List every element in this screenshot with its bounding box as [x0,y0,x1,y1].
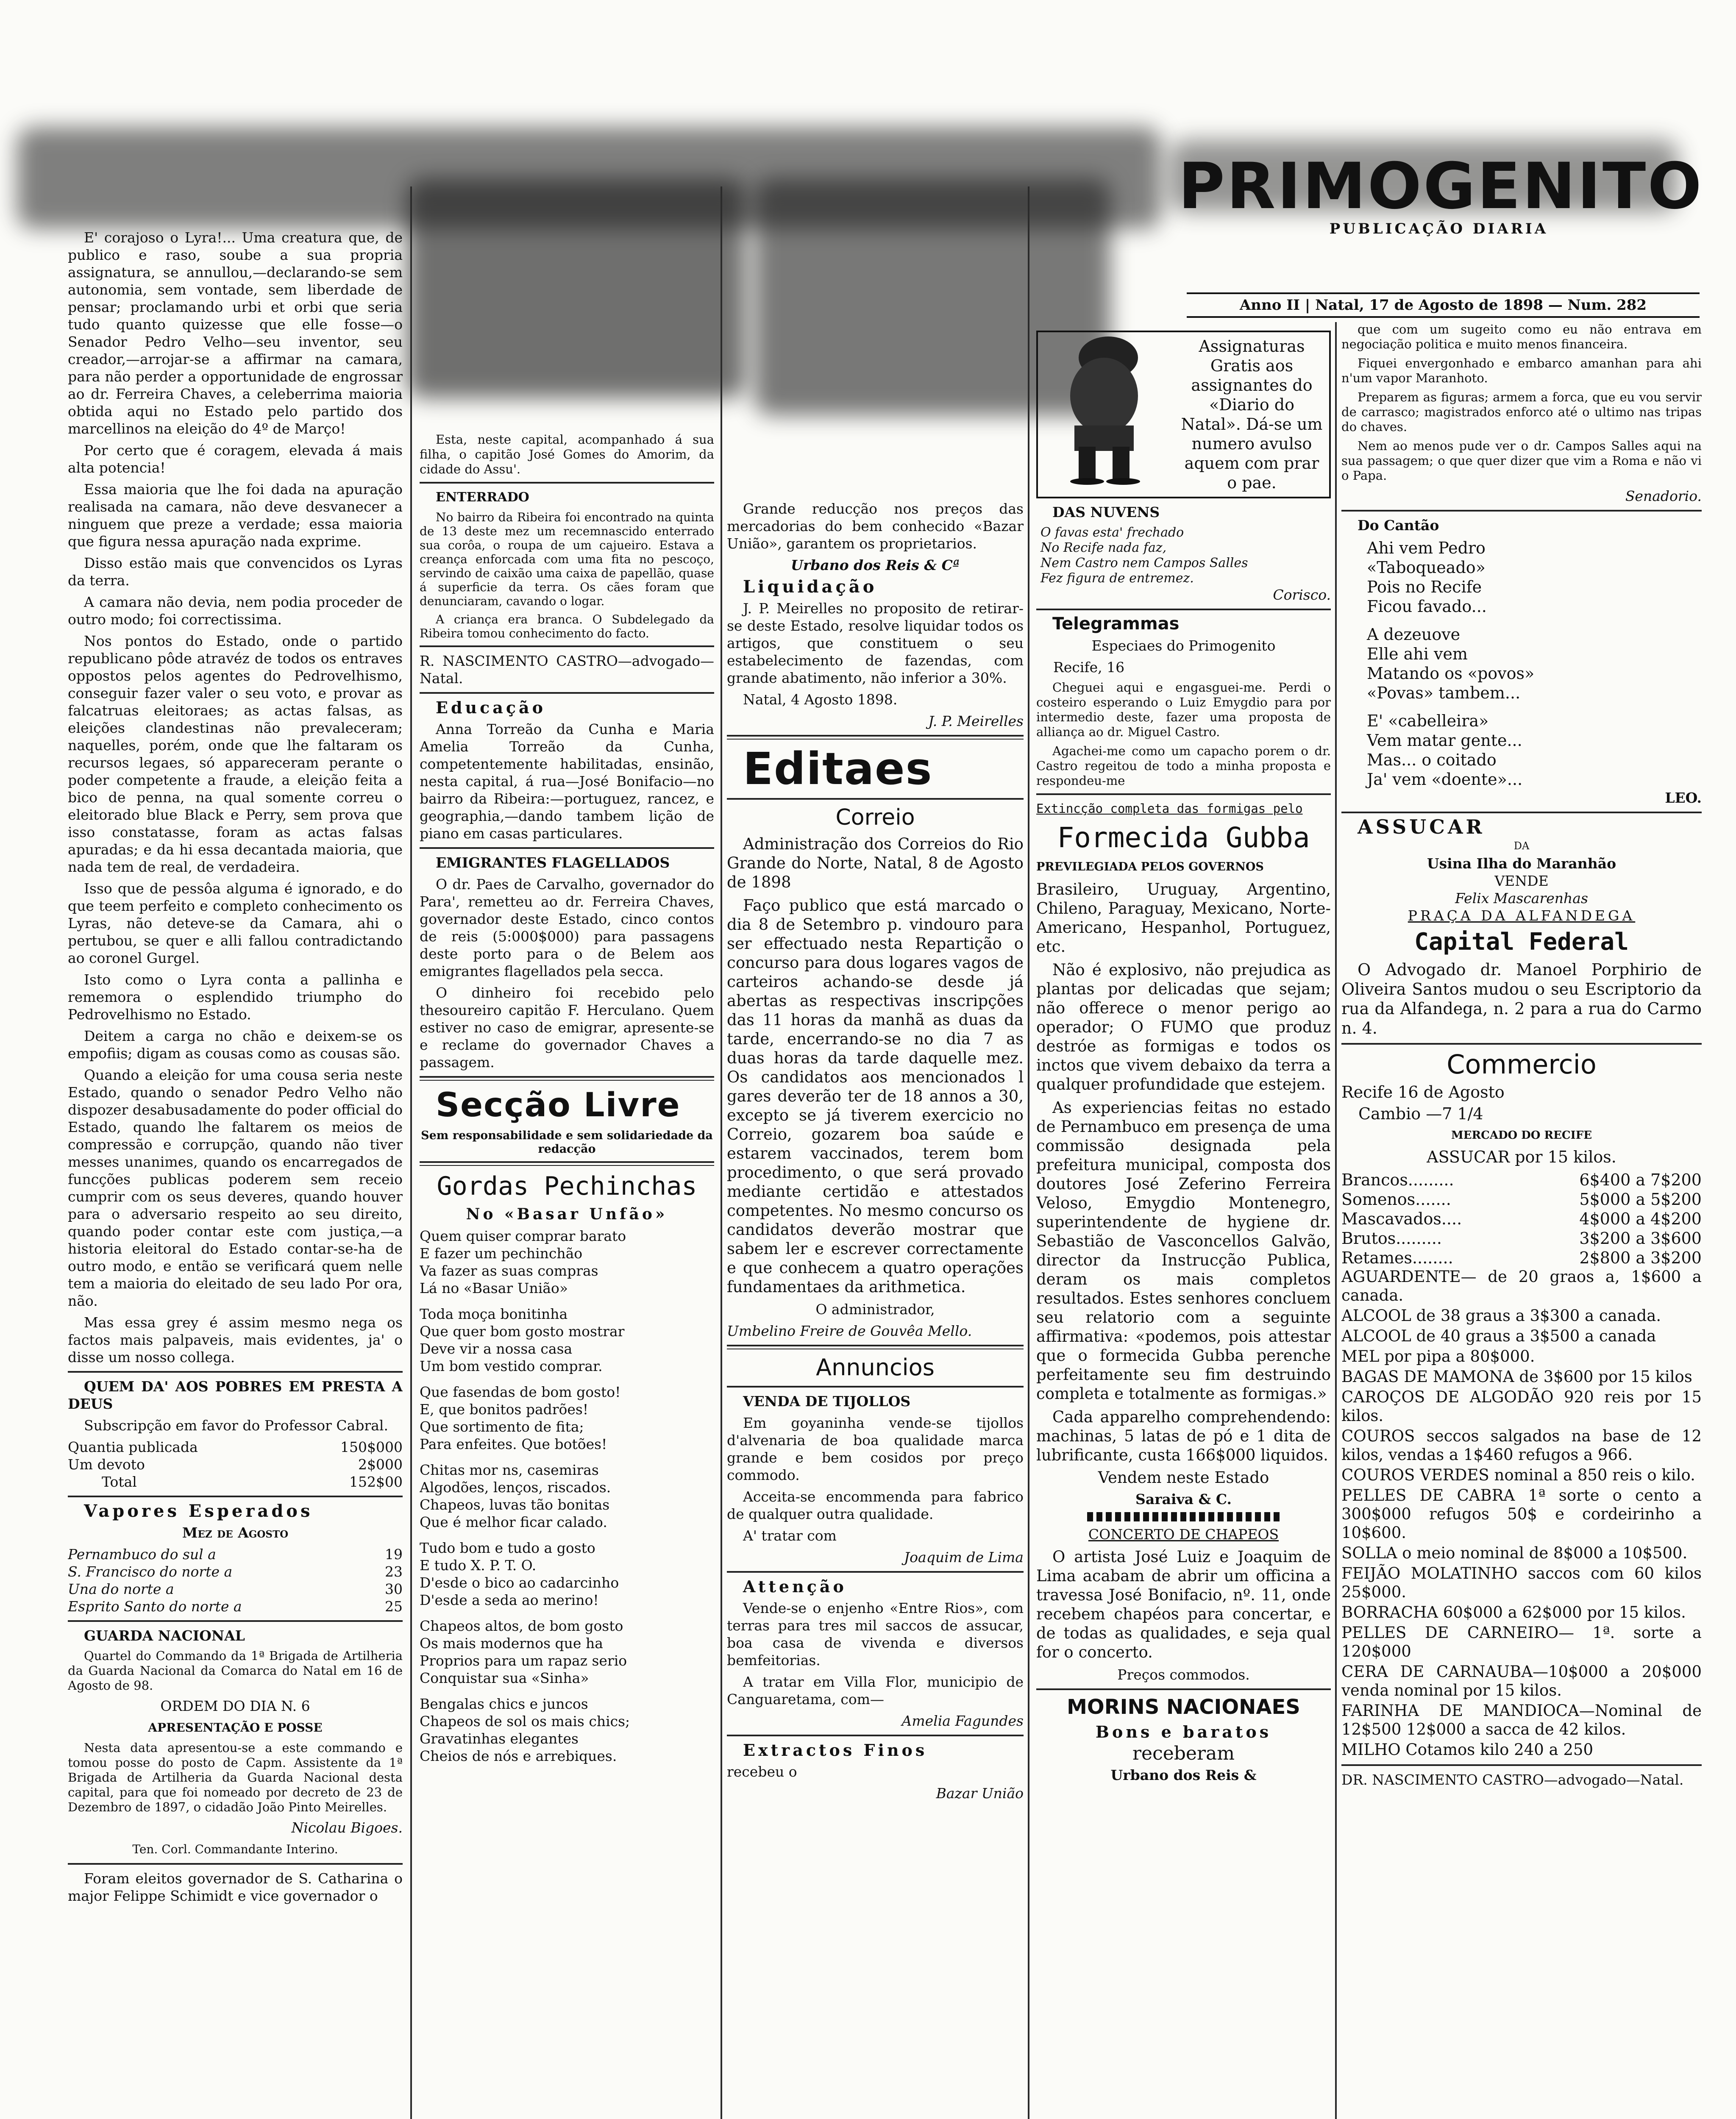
poem-line [420,1297,714,1305]
bazar-notice: Grande reducção nos preços das mercadorias do bem conhecido «Bazar União», garantem os proprietarios. [727,501,1024,552]
vapor-row [68,1580,403,1598]
tijollos-signature: Joaquim de Lima [904,1549,1024,1566]
nuvens-signature: Corisco. [1273,587,1331,603]
formecida-signature: Saraiva & C. [1135,1491,1232,1507]
vapor-row [68,1598,403,1615]
commodity-list [1341,1268,1702,1759]
assucar-seller: Felix Mascarenhas [1455,890,1588,907]
column-3 [727,500,1024,2119]
price-row [1341,1190,1702,1209]
verse-line: Ja' vem «doente»... [1367,770,1523,789]
verse-line: Vem matar gente... [1367,731,1522,750]
formecida-p3: Cada apparelho comprehendendo: machinas, 5 latas de pó e 1 dita de lubrificante, custa 166$000 liquidos. [1036,1408,1331,1464]
commodity-item: MEL por pipa a 80$000. [1341,1347,1535,1365]
mercado-heading: MERCADO DO RECIFE [1451,1129,1592,1142]
vapor-row-label: Pernambuco do sul a [68,1546,216,1563]
commodity-item: ALCOOL de 40 graus a 3$500 a canada [1341,1327,1656,1345]
price-list [1341,1170,1702,1268]
attencao-text: Vende-se o enjenho «Entre Rios», com terras para tres mil saccos de assucar, boa casa de vivenda e diversos bemfeitorias. [727,1600,1024,1669]
poem-line [420,1531,714,1539]
poem-line: Algodões, lenços, riscados. [420,1479,611,1496]
article-paragraph: Disso estão mais que convencidos os Lyras da terra. [68,555,403,589]
ink-smudge [407,178,746,398]
commodity-item: COUROS seccos salgados na base de 12 kilos, vendas a 1$460 refugos a 966. [1341,1427,1702,1464]
educacao-heading: Educação [436,698,546,717]
column-rule [721,186,722,2119]
commodity-item: FEIJÃO MOLATINHO saccos com 60 kilos 25$000. [1341,1564,1702,1601]
telegram-continued: que com um sugeito como eu não entrava em negociação politica e muito menos financeira. [1341,322,1702,351]
liquidacao-signature: J. P. Meirelles [928,713,1024,729]
column-1 [68,229,403,2119]
poem-line [420,1375,714,1383]
guarda-subhead: APRESENTAÇÃO E POSSE [148,1721,323,1735]
price-row-label: Brancos......... [1341,1171,1454,1189]
assucar-da: DA [1513,840,1530,852]
morins-signature: Urbano dos Reis & [1110,1767,1257,1783]
previlegiada: PREVILEGIADA PELOS GOVERNOS [1036,860,1264,873]
assucar-usina: Usina Ilha do Maranhão [1427,855,1616,872]
verse-line: Ficou favado... [1367,597,1487,616]
liquidacao-place: Natal, 4 Agosto 1898. [743,691,898,708]
attencao-heading: Attenção [743,1577,847,1596]
tijollos-tratar: A' tratar com [743,1527,837,1544]
telegram-heading: Telegrammas [1052,614,1180,634]
morins-sub: Bons e baratos [1095,1722,1272,1741]
commodity-item: MILHO Cotamos kilo 240 a 250 [1341,1741,1594,1759]
vapor-row-value: 25 [385,1598,403,1615]
chapeos-text: O artista José Luiz e Joaquim de Lima acabam de abrir um officina a travessa José Bonifacio, nº. 11, onde recebem chapéos para concertar, e de todas as qualidades, e seja qual for o concerto. [1036,1548,1331,1661]
poem-line: Um bom vestido comprar. [420,1358,603,1374]
poem-line: Chapeos altos, de bom gosto [420,1618,623,1634]
formecida-title: Formecida Gubba [1057,821,1310,854]
verse-line: No Recife nada faz, [1040,540,1167,555]
article-paragraph: Deitem a carga no chão e deixem-se os empofiis; digam as cousas como as cousas são. [68,1028,403,1062]
emigrantes-text: O dr. Paes de Carvalho, governador do Para', remetteu ao dr. Ferreira Chaves, governador deste Estado, cinco contos de reis (5:000$000) para passagens deste porto para o de Belem aos emigrantes flagellados pela secca. [420,876,714,979]
newspaper-title: PRIMOGENITO [1178,150,1703,223]
assignaturas-box: Assignaturas Gratis aos assignantes do «Diario do Natal». Dá-se um numero avulso aquem com prar o pae. [1036,331,1331,498]
liquidacao-text: J. P. Meirelles no proposito de retirar-se deste Estado, resolve liquidar todos os artigos, que constituem o seu estabelecimento de fazendas, com grande abatimento, não inferior a 30%. [727,600,1024,686]
verse-line: Nem Castro nem Campos Salles [1040,556,1248,570]
subscription-heading: QUEM DA' AOS POBRES EM PRESTA A DEUS [68,1378,403,1412]
column-rule [1028,186,1029,2119]
poem-line: D'esde o bico ao cadarcinho [420,1574,619,1591]
column-2 [420,432,714,2119]
article-paragraph: Quando a eleição for uma cousa seria neste Estado, quando o senador Pedro Velho não dispozer desabusadamente do poder official do Estado, quando lhe faltarem os meios de compressão e corrupção, quando não tiver messes unanimes, quando os encarregados de funcções publicas poderem sem receio cumprir com os seus deveres, quando houver para o adversario respeito ao seu direito, quando poder contar este com justiça,—a historia eleitoral do Estado contar-se-ha de outro modo, e então se verificará quem nelle tem a maioria do eleitado de seu lado Por ora, não. [68,1067,403,1309]
vapores-list [68,1546,403,1615]
price-row [1341,1229,1702,1248]
subscription-row [68,1438,403,1456]
vapores-heading: Vapores Esperados [84,1501,313,1521]
capital-heading: Capital Federal [1414,928,1629,956]
correio-text: Faço publico que está marcado o dia 8 de Setembro p. vindouro para ser effectuado nesta Repartição o concurso para dous logares vagos de carteiros achando-se desde já abertas as respectivas inscripções das 11 horas da manhã as duas da tarde, encerrando-se no dia 7 as duas horas da tarde daquelle mez. Os candidatos aos mencionados l gares deverão ter de 18 annos a 30, excepto se já tiverem exercicio no Correio, gozarem boa saúde e estarem vaccinados, terem bom procedimento, o que será provado mediante certidão e attestados competentes. No mesmo concurso os candidatos deverão mostrar que sabem ler e escrever correctamente e que conhecem a quatro operações fundamentaes da arithmetica. [727,896,1024,1296]
cantao-verse [1341,538,1702,789]
morins-heading: MORINS NACIONAES [1067,1695,1300,1719]
verse-line: Matando os «povos» [1367,664,1535,683]
poem-line: Chapeos, luvas tão bonitas [420,1496,610,1513]
poem-line: Os mais modernos que ha [420,1635,603,1652]
article-body [68,229,403,1366]
poem-line: Que fasendas de bom gosto! [420,1384,621,1400]
attencao-signature: Amelia Fagundes [901,1713,1024,1729]
column-rule [1335,322,1337,2119]
assucar-vende: VENDE [1494,873,1549,889]
poem-line: Gravatinhas elegantes [420,1730,579,1747]
telegram-place: Recife, 16 [1053,659,1125,676]
subscription-row-value: 2$000 [358,1456,403,1473]
commodity-item: SOLLA o meio nominal de 8$000 a 10$500. [1341,1544,1688,1562]
column-5 [1341,322,1702,2119]
poem-line: D'esde a seda ao merino! [420,1592,599,1608]
caricature-illustration [1036,332,1172,485]
lawyer-ad: R. NASCIMENTO CASTRO—advogado—Natal. [420,653,714,687]
article-paragraph: Nos pontos do Estado, onde o partido republicano pôde atravéz de todos os entraves oppostos pelos agentes do Pedrovelhismo, conseguir fazer valer o seu voto, e provar as falcatruas eleitoraes; as actas falsas, as eleições clandestinas não prevaleceram; naquelles, porém, onde que lhe faltaram os recursos legaes, só appareceram perante o poder competente a fraude, a eleição feita a bico de penna, na qual somente correu o eleitorado blue Black e Perry, sem prova que isso constatasse, foram as actas falsas apuradas; e da hi essa decantada maioria, que nada tem de real, de verdadeira. [68,633,403,875]
bazar-signature: Urbano dos Reis & Cª [791,557,960,573]
vapor-row [68,1563,403,1580]
price-row [1341,1209,1702,1229]
seccao-livre-title: Secção Livre [436,1086,681,1124]
subscription-intro: Subscripção em favor do Professor Cabral. [84,1417,388,1434]
correio-signature: Umbelino Freire de Gouvêa Mello. [727,1323,972,1339]
enterrado-heading: ENTERRADO [436,490,529,505]
verse-line: «Taboqueado» [1367,558,1486,577]
attencao-text-2: A tratar em Villa Flor, municipio de Canguaretama, com— [727,1674,1024,1707]
commodity-item: FARINHA DE MANDIOCA—Nominal de 12$500 12$000 a sacca de 42 kilos. [1341,1702,1702,1738]
vapor-row-label: S. Francisco do norte a [68,1563,233,1580]
price-row-value: 6$400 a 7$200 [1579,1171,1702,1189]
vapor-row-label: Una do norte a [68,1581,174,1597]
verse-line: Mas... o coitado [1367,751,1497,769]
telegram-text: Cheguei aqui e engasguei-me. Perdi o costeiro esperando o Luiz Emygdio para por intermedio deste, fazer uma proposta de alliança ao dr. Miguel Castro. [1036,680,1331,739]
chapeos-precos: Preços commodos. [1117,1666,1250,1683]
commodity-item: PELLES DE CARNEIRO— 1ª. sorte a 120$000 [1341,1624,1702,1660]
telegram-continued-3: Preparem as figuras; armem a forca, que eu vou servir de carrasco; magistrados enforco até o ultimo nas tripas do chaves. [1341,390,1702,434]
subscription-total: Total 152$00 [102,1474,403,1490]
assucar-kilos: ASSUCAR por 15 kilos. [1427,1148,1616,1166]
price-row [1341,1170,1702,1190]
verse-line: A dezeuove [1367,625,1461,644]
subscription-row-label: Um devoto [68,1456,145,1473]
nuvens-verse [1036,525,1331,586]
guarda-ordem: ORDEM DO DIA N. 6 [160,1698,310,1714]
ornament-bar [1087,1512,1280,1521]
commercio-cambio: Cambio —7 1/4 [1358,1104,1483,1123]
verse-line [1367,703,1702,711]
poem-line [420,1687,714,1695]
guarda-heading: GUARDA NACIONAL [84,1627,245,1644]
poem-line: Que quer bom gosto mostrar [420,1323,625,1340]
newspaper-subtitle: PUBLICAÇÃO DIARIA [1329,220,1549,237]
formecida-p2: As experiencias feitas no estado de Pernambuco em presença de uma commissão designada pela prefeitura municipal, composta dos doutores José Zeferino Ferreira Veloso, Emygdio Montenegro, superintendente de hygiene dr. Sebastião de Vasconcellos Galvão, director da Instrucção Publica, deram os mais completos resultados. Estes senhores concluem seu relatorio com a seguinte affirmativa: «podemos, pois attestar que o formecida Gubba perenche perfeitamente seu fim destruindo completa e totalmente as formigas.» [1036,1098,1331,1403]
seccao-livre-subtitle: Sem responsabilidade e sem solidariedade da redacção [421,1129,713,1156]
poem-line: Chitas mor ns, casemiras [420,1462,599,1478]
commodity-item: CAROÇOS DE ALGODÃO 920 reis por 15 kilos. [1341,1388,1702,1425]
poem-line: E, que bonitos padrões! [420,1401,589,1418]
gordas-subtitle: No «Basar Unfão» [466,1205,668,1223]
poem-line: Quem quiser comprar barato [420,1228,626,1244]
poem-line: Que é melhor ficar calado. [420,1514,607,1530]
vapor-row-value: 23 [385,1563,403,1580]
tijollos-text-2: Acceita-se encommenda para fabrico de qualquer outra qualidade. [727,1488,1024,1522]
subscription-row [68,1456,403,1473]
price-row [1341,1248,1702,1268]
poem-line [420,1453,714,1461]
tijollos-heading: VENDA DE TIJOLLOS [743,1393,911,1410]
commercio-title: Commercio [1447,1049,1597,1080]
article-paragraph: E' corajoso o Lyra!... Uma creatura que, de publico e raso, soube a sua propria assignatura, se annullou,—declarando-se sem autonomia, sem vontade, sem liberdade de pensar; proclamando urbi et orbi que seria tudo quanto quizesse que elle fosse—o Senador Pedro Velho—seu inventor, seu creador,—arrojar-se a affirmar na camara, para não perder a opportunidade de engrossar ao dr. Ferreira Chaves, a celeberrima maioria obtida aqui no Estado pelo partido dos marcellinos na eleição do 4º de Março! [68,229,403,437]
extincao-heading: Extincção completa das formigas pelo [1036,801,1303,816]
masthead [1178,150,1703,237]
correio-intro: Administração dos Correios do Rio Grande do Norte, Natal, 8 de Agosto de 1898 [727,835,1024,891]
price-row-label: Brutos......... [1341,1229,1442,1248]
telegram-text-2: Agachei-me como um capacho porem o dr. Castro regeitou de todo a minha proposta e respondeu-me [1036,744,1331,788]
vapor-row-value: 30 [385,1581,403,1597]
cantao-signature: LEO. [1665,790,1702,806]
commodity-item: PELLES DE CABRA 1ª sorte o cento a 300$000 refugos 50$ e cordeirinho a 10$600. [1341,1486,1702,1542]
morins-receberam: receberam [1132,1743,1235,1764]
poem-line: Conquistar sua «Sinha» [420,1670,589,1686]
assucar-heading: ASSUCAR [1358,815,1485,838]
dateline: Anno II | Natal, 17 de Agosto de 1898 — Num. 282 [1187,292,1700,318]
guarda-signature: Nicolau Bigoes. [291,1819,403,1836]
formecida-venda: Vendem neste Estado [1098,1468,1269,1487]
poem-line: Lá no «Basar União» [420,1280,568,1296]
annuncios-title: Annuncios [816,1354,935,1381]
poem-line: Deve vir a nossa casa [420,1340,573,1357]
emigrantes-text-2: O dinheiro foi recebido pelo thesoureiro capitão F. Herculano. Quem estiver no caso de emigrar, apresente-se e reclame do governador Chaves a passagem. [420,984,714,1071]
enterrado-text-2: A criança era branca. O Subdelegado da Ribeira tomou conhecimento do facto. [420,612,714,640]
verse-line [1367,616,1702,625]
visit-note: Esta, neste capital, acompanhado á sua filha, o capitão José Gomes do Amorim, da cidade do Assu'. [420,432,714,476]
article-paragraph: Por certo que é coragem, elevada á mais alta potencia! [68,442,403,476]
telegram-subheading: Especiaes do Primogenito [1091,637,1276,654]
cantao-heading: Do Cantão [1358,517,1439,534]
subscription-list [68,1438,403,1473]
vapor-row-value: 19 [385,1546,403,1563]
guarda-intro: Quartel do Commando da 1ª Brigada de Artilheria da Guarda Nacional da Comarca do Natal em 16 de Agosto de 98. [68,1649,403,1693]
telegram-continued-4: Nem ao menos pude ver o dr. Campos Salles aqui na sua passagem; o que quer dizer que vim a Roma e não vi o Papa. [1341,439,1702,483]
poem-line: Que sortimento de fita; [420,1418,584,1435]
extractos-signature: Bazar União [936,1785,1024,1802]
nuvens-heading: DAS NUVENS [1052,504,1160,520]
poem-line: Toda moça bonitinha [420,1306,568,1322]
price-row-value: 5$000 a 5$200 [1579,1190,1702,1209]
article-paragraph: Isto como o Lyra conta a pallinha e rememora o esplendido triumpho do Pedrovelhismo no Estado. [68,971,403,1023]
final-note: Foram eleitos governador de S. Catharina o major Felippe Schimidt e vice governador o [68,1870,403,1904]
enterrado-text: No bairro da Ribeira foi encontrado na quinta de 13 deste mez um recemnascido enterrado sua corôa, o roupa de um cajueiro. Estava a creança enforcada com uma fita no pescoço, servindo de caixão uma caixa de papellão, quase á superficie da terra. Os cães foram que denunciaram, cavando o logar. [420,510,714,608]
commodity-item: COUROS VERDES nominal a 850 reis o kilo. [1341,1466,1695,1484]
commodity-item: BORRACHA 60$000 a 62$000 por 15 kilos. [1341,1603,1686,1621]
poem-line: Tudo bom e tudo a gosto [420,1540,595,1556]
poem-line: Va fazer as suas compras [420,1263,598,1279]
price-row-value: 3$200 a 3$600 [1579,1229,1702,1248]
subscription-row-label: Quantia publicada [68,1439,198,1455]
liquidacao-heading: Liquidação [743,577,877,597]
poem-line: Bengalas chics e juncos [420,1696,588,1712]
article-paragraph: Mas essa grey é assim mesmo nega os factos mais palpaveis, mais evidentes, ja' o disse um nosso collega. [68,1314,403,1365]
verse-line: Pois no Recife [1367,578,1482,596]
poem [420,1227,714,1765]
emigrantes-heading: EMIGRANTES FLAGELLADOS [436,854,670,871]
poem-line: Proprios para um rapaz serio [420,1652,627,1669]
article-paragraph: A camara não devia, nem podia proceder de outro modo; foi correctissima. [68,594,403,628]
gordas-title: Gordas Pechinchas [437,1171,697,1201]
vapor-row [68,1546,403,1563]
extractos-text: recebeu o [727,1763,797,1780]
vapores-subheading: Mez de Agosto [182,1524,289,1541]
final-lawyer-ad: DR. NASCIMENTO CASTRO—advogado—Natal. [1341,1771,1684,1788]
assucar-praca: PRAÇA DA ALFANDEGA [1408,907,1636,924]
editaes-title: Editaes [743,743,933,795]
telegram-continued-2: Fiquei envergonhado e embarco amanhan para ahi n'um vapor Maranhoto. [1341,356,1702,385]
commodity-item: CERA DE CARNAUBA—10$000 a 20$000 venda nominal por 15 kilos. [1341,1663,1702,1699]
verse-line: «Povas» tambem... [1367,684,1521,702]
guarda-signature-title: Ten. Corl. Commandante Interino. [132,1842,338,1856]
paises: Brasileiro, Uruguay, Argentino, Chileno, Paraguay, Mexicano, Norte-Americano, Hespanhol, Portuguez, etc. [1036,880,1331,956]
guarda-text: Nesta data apresentou-se a este commando e tomou posse do posto de Capm. Assistente da 1ª Brigada de Artilheria da Guarda Nacional desta capital, para que foi nomeado por decreto de 23 de Dezembro de 1897, o cidadão João Pinto Meirelles. [68,1741,403,1814]
telegram-signature: Senadorio. [1625,488,1702,504]
extractos-heading: Extractos Finos [743,1741,928,1760]
article-paragraph: Essa maioria que lhe foi dada na apuração realisada na camara, não deve desvanecer a ninguem que preze a verdade; essa maioria que figura nessa apuração nada exprime. [68,481,403,550]
formecida-p1: Não é explosivo, não prejudica as plantas por delicadas que sejam; não offerece o menor perigo ao operador; O FUMO que produz destróe as formigas e todos os inctos que vivem debaixo da terra a qualquer profundidade que estejem. [1036,961,1331,1093]
verse-line: O favas esta' frechado [1040,525,1184,540]
verse-line: E' «cabelleira» [1367,712,1489,730]
subscription-row-value: 150$000 [340,1439,403,1455]
chapeos-heading: CONCERTO DE CHAPEOS [1088,1526,1279,1543]
verse-line: Ahi vem Pedro [1367,539,1486,557]
assign-ad [1036,331,1331,498]
price-row-value: 4$000 a 4$200 [1579,1210,1702,1228]
poem-line: E tudo X. P. T. O. [420,1557,537,1574]
poem-line: E fazer um pechinchão [420,1245,583,1262]
price-row-label: Mascavados.... [1341,1210,1462,1228]
capital-text: O Advogado dr. Manoel Porphirio de Oliveira Santos mudou o seu Escriptorio da rua da Alfandega, n. 2 para a rua do Carmo n. 4. [1341,960,1702,1037]
price-row-label: Somenos....... [1341,1190,1451,1209]
correio-heading: Correio [835,805,915,830]
price-row-label: Retames........ [1341,1249,1453,1267]
tijollos-text: Em goyaninha vende-se tijollos d'alvenaria de boa qualidade marca grande e bem cosidos por preço commodo. [727,1415,1024,1483]
commodity-item: BAGAS DE MAMONA de 3$600 por 15 kilos [1341,1368,1692,1386]
article-paragraph: Isso que de pessôa alguma é ignorado, e do que teem perfeito e completo conhecimento os Lyras, não deteve-se da Camara, ahi o pertubou, se quer e alli fallou contradictando ao coronel Gurgel. [68,880,403,966]
poem-line: Para enfeites. Que botões! [420,1436,607,1452]
commercio-date: Recife 16 de Agosto [1341,1083,1505,1101]
column-rule [410,186,412,2119]
poem-line: Cheios de nós e arrebiques. [420,1748,617,1764]
vapor-row-label: Esprito Santo do norte a [68,1598,242,1615]
verse-line: Elle ahi vem [1367,645,1468,663]
correio-sig-title: O administrador, [815,1301,935,1318]
column-4 [1036,331,1331,2119]
poem-line: Chapeos de sol os mais chics; [420,1713,630,1730]
verse-line: Fez figura de entremez. [1040,571,1194,586]
educacao-text: Anna Torreão da Cunha e Maria Amelia Torreão da Cunha, competentemente habilitadas, ensinão, nesta capital, á rua—José Bonifacio—no bairro da Ribeira:—portuguez, rancez, e geographia,—dando tambem lição de piano em casas particulares. [420,721,714,842]
commodity-item: AGUARDENTE— de 20 graos a, 1$600 a canada. [1341,1268,1702,1304]
poem-line [420,1609,714,1617]
commodity-item: ALCOOL de 38 graus a 3$300 a canada. [1341,1307,1661,1325]
price-row-value: 2$800 a 3$200 [1579,1249,1702,1267]
